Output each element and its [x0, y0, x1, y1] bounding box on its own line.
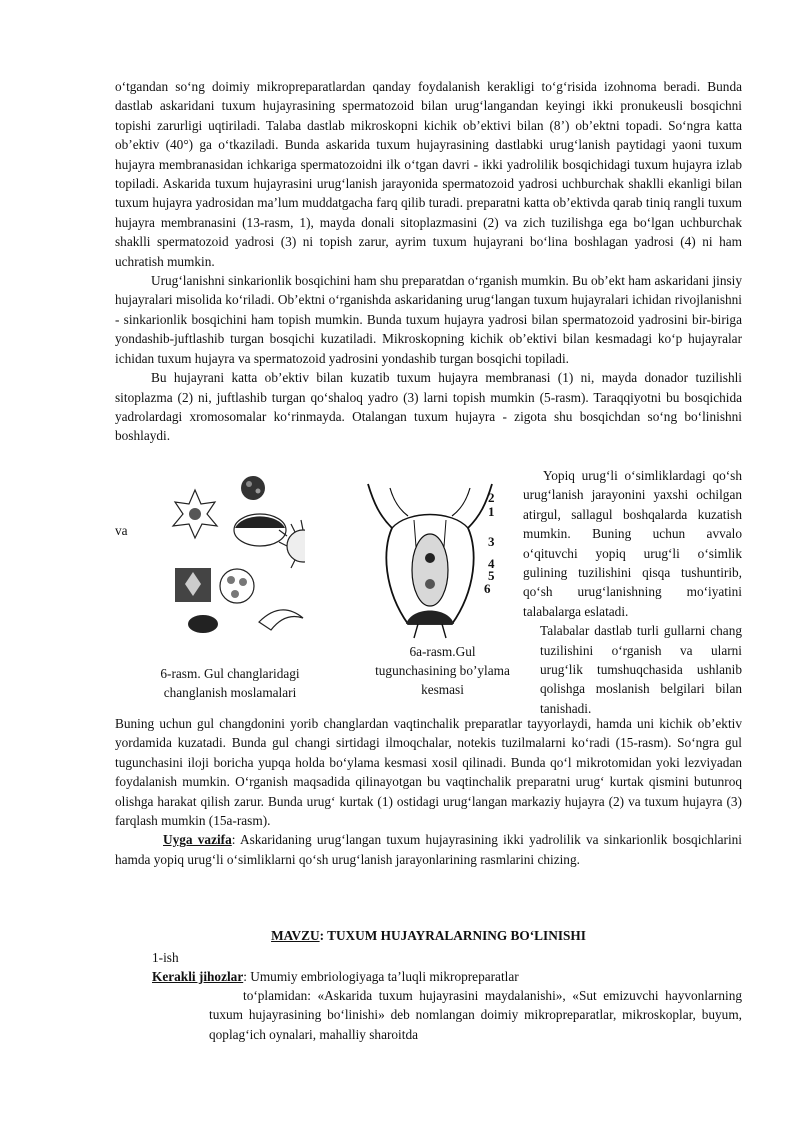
- equipment-line: [152, 967, 519, 986]
- pollen-grain-lobed: [220, 569, 254, 603]
- pollen-grain-oval: [234, 514, 286, 546]
- heading-prefix: MAVZU: [271, 928, 320, 943]
- homework-text: : Askaridaning urug‘langan tuxum hujayrasining ikki yadrolilik va sinkarionlik bosqichlarini hamda yopiq urug‘li o‘simliklarni qo‘sh urug‘lanish jarayonlarining rasmlarini chizing.: [115, 832, 743, 867]
- paragraph-2: Urug‘lanishni sinkarionlik bosqichini ham shu preparatdan o‘rganish mumkin. Bu ob’ekt ham askaridani jinsiy hujayralari misolida ko‘riladi. Ob’ektni o‘rganishda askaridaning urug‘langan tuxum hujayralari ichidan rivojlanishni - sinkarionlik bosqichini ham topish mumkin. Bunda tuxum hujayra yadrosi bilan spermatozoid yadrosini bir-biriga yondashib-juftlashib turgan bosqichi kuzatiladi. Mikroskopning kichik ob’ektivi bilan kesmadagi ko‘p hujayralar ichidan tuxum hujayra va spermatozoid yadrosini yondashib turgan bosqichi topiladi.: [115, 273, 742, 366]
- side-text-main: Yopiq urug‘li o‘simliklardagi qo‘sh urug‘lanish jarayonini yaxshi ochilgan atirgul, sallagul boshqalarda kuzatish mumkin. Buning uchun avvalo o‘qituvchi yopiq urug‘li o‘simlik gulining tuzilishini qisqa tushuntirib, qo‘sh urug‘lanishning mo‘iyatini talabalarga eslatadi.: [523, 468, 742, 619]
- work-number: 1-ish: [152, 950, 179, 965]
- homework-paragraph: [115, 830, 742, 869]
- ovule-interior: [406, 534, 454, 638]
- side-text: [523, 466, 742, 718]
- va-word: va: [115, 523, 128, 538]
- side-text-indented: Talabalar dastlab turli gullarni chang tuzilishini o‘rganish va ularni urug‘lik tumshuqchasida ushlanib qolishga moslanish belgilari bilan tanishadi.: [540, 623, 742, 716]
- homework-label: Uyga vazifa: [163, 832, 232, 848]
- caption-ovary: 6a-rasm.Gul tugunchasining bo’ylama kesmasi: [375, 644, 510, 697]
- pollen-grain-bean: [188, 615, 218, 633]
- label-1: 1: [488, 504, 495, 519]
- equipment-text: : Umumiy embriologiyaga ta’luqli mikropreparatlar: [243, 969, 519, 984]
- figure-labels: [484, 490, 495, 596]
- ovary-section-figure: [360, 480, 500, 640]
- label-2: 2: [488, 490, 495, 505]
- intro-text: [115, 77, 742, 446]
- equipment-label: Kerakli jihozlar: [152, 969, 244, 984]
- label-3: 3: [488, 534, 495, 549]
- pollen-grain-round-dark: [241, 476, 265, 500]
- figure-row: [115, 466, 742, 716]
- label-4: 4: [488, 556, 495, 571]
- heading-text: : TUXUM HUJAYRALARNING BO‘LINISHI: [319, 928, 586, 943]
- caption-pollen: 6-rasm. Gul changlaridagi changlanish moslamalari: [160, 666, 300, 700]
- equipment-continuation: [209, 986, 742, 1044]
- label-5: 5: [488, 568, 495, 583]
- pollen-grain-star: [173, 490, 217, 538]
- pollen-grain-curved: [259, 610, 303, 630]
- equipment-continuation-text: to‘plamidan: «Askarida tuxum hujayrasini maydalanishi», «Sut emizuvchi hayvonlarning tuxum hujayrasining bo‘linishi» deb nomlangan doimiy mikropreparatlar, mikroskoplar, buyum, qoplag‘ich oynalari, mahalliy sharoitda: [209, 988, 742, 1042]
- after-figure-text: [115, 714, 742, 869]
- label-6: 6: [484, 581, 491, 596]
- section-heading: [115, 928, 742, 944]
- paragraph-3: Bu hujayrani katta ob’ektiv bilan kuzatib tuxum hujayra membranasi (1) ni, mayda donador tuzilishli sitoplazma (2) ni, juftlashib turgan qo‘shaloq yadro (3) larni topish mumkin (5-rasm). Taraqqiyotni bu bosqichida yadrolardagi xromosomalar ko‘rinmayda. Otalangan tuxum hujayra - zigota shu bosqichdan so‘ng bo‘linishni boshlaydi.: [115, 370, 742, 444]
- paragraph-after-figure: Buning uchun gul changdonini yorib changlardan vaqtinchalik preparatlar tayyorlaydi, hamda uni kichik ob’ektiv yordamida kuzatadi. Bunda gul changi sirtidagi ilmoqchalar, notekis tuzilmalarni ko‘radi (15-rasm). So‘ngra gul tugunchasini iloji boricha yupqa holda bo‘ylama kesmasi xosil qilinadi. Bunda qo‘l mikrotomidan yoki lezviyadan foydalanish mumkin. O‘rganish maqsadida qilinayotgan bu vaqtinchalik preparatni urug‘ kurtak qismini butunroq olishga harakat qilish zarur. Bunda urug‘ kurtak (1) ostidagi urug‘langan markaziy hujayra (2) va tuxum hujayra (3) farqlash mumkin (15a-rasm).: [115, 716, 742, 829]
- paragraph-1: o‘tgandan so‘ng doimiy mikropreparatlardan qanday foydalanish kerakligi to‘g‘risida izohnoma beradi. Bunda dastlab askaridani tuxum hujayrasining spermatozoid bilan urug‘langandan keyingi ikki pronukeusli bosqichni topishi zarurligi uqtiriladi. Talaba dastlab mikroskopni kichik ob’ektivi bilan (8ʼ) ob’ektni topadi. So‘ngra katta ob’ektiv (40°) ga o‘tkaziladi. Bunda askarida tuxum hujayrasining dastlabki urug‘lanish paytidagi yaoni tuxum hujayra membranasidan ichkariga spermatozoidni ilk o‘tgan davri - ikki yadrolilik bosqichidagi tuxum hujayra izlab topiladi. Askarida tuxum hujayrasini urug‘lanish jarayonida spermatozoid yadrosi uchburchak shaklli ekanligi bilan tuxum hujayra yadrosidan ma’lum muddatgacha farq qilib turadi. preparatni katta ob’ektivda qarab tiniq rangli tuxum hujayra membranasini (13-rasm, 1), mayda donali sitoplazmasini (2) va zich tuzilishga ega bo‘lgan uchburchak shaklli spermatozoid yadrosi (3) ni topish zarur, ayrim tuxum hujayrani bo‘lina boshlagan yadrosi (4) ni ham uchratish mumkin.: [115, 79, 742, 269]
- pollen-grain-square: [175, 568, 211, 602]
- pollen-grains-figure: [155, 472, 305, 642]
